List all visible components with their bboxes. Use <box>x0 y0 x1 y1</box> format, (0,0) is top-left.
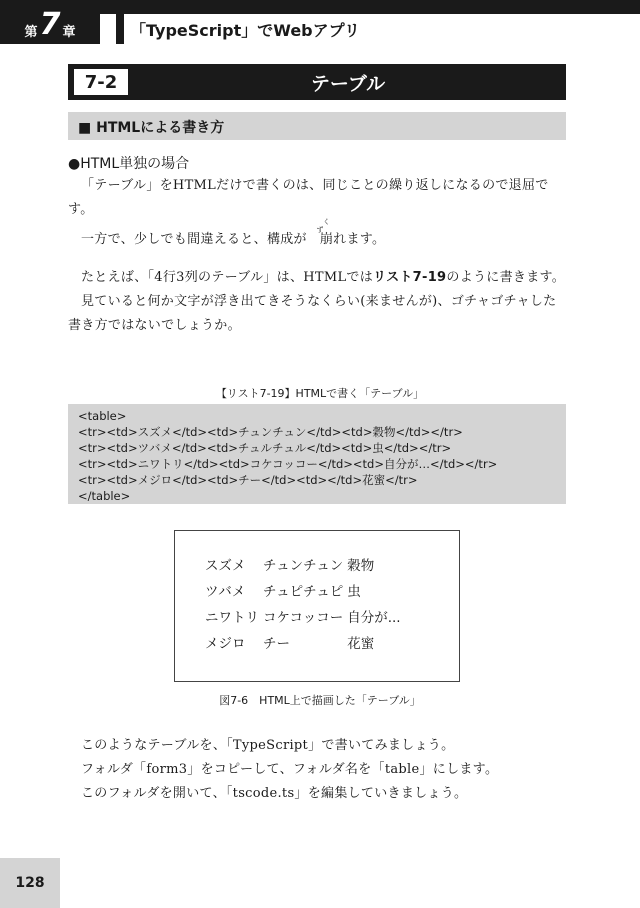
section-number: 7-2 <box>74 69 128 95</box>
table-row <box>205 577 405 603</box>
table-cell: チュンチュン <box>263 558 344 574</box>
code-line: <table> <box>78 409 127 423</box>
table-cell: スズメ <box>205 558 246 574</box>
closing-line-2: フォルダ「form3」をコピーして、フォルダ名を「table」にします。 <box>81 762 499 777</box>
code-listing <box>68 404 566 504</box>
table-cell: ニワトリ <box>205 610 259 626</box>
ruby-reading: くず <box>316 218 331 234</box>
paragraph-2-text: 一方で、少しでも間違えると、構成が <box>81 232 307 247</box>
figure-caption: 図7-6 HTML上で描画した「テーブル」 <box>219 694 421 707</box>
paragraph-1: 「テーブル」をHTMLだけで書くのは、同じことの繰り返しになるので退屈です。 <box>68 178 549 217</box>
paragraph-3-tail: のように書きます。 <box>446 270 566 285</box>
code-line: <tr><td>スズメ</td><td>チュンチュン</td><td>穀物</td></tr> <box>78 425 463 439</box>
header-divider <box>116 14 124 44</box>
paragraph-3-text: たとえば、「4行3列のテーブル」は、HTMLでは <box>81 270 374 285</box>
table-cell: 自分が... <box>347 610 401 626</box>
table-cell: ツバメ <box>205 584 246 600</box>
page-number: 128 <box>0 858 60 908</box>
chapter-title: 「TypeScript」でWebアプリ <box>130 21 360 40</box>
closing-paragraphs <box>68 734 566 806</box>
table-cell: 穀物 <box>347 558 375 574</box>
paragraph-2-tail: れます。 <box>333 232 386 247</box>
table-row <box>205 603 405 629</box>
table-row <box>205 551 405 577</box>
paragraph-4: 見ていると何か文字が浮き出てきそうなくらい(来ませんが)、ゴチャゴチャした書き方ではないでしょうか。 <box>68 294 557 333</box>
ruby-kuzu <box>307 218 334 252</box>
listing-intro <box>68 266 566 338</box>
section-title: テーブル <box>310 72 386 95</box>
intro-paragraphs <box>68 174 566 252</box>
paragraph-3 <box>68 266 566 290</box>
table-cell: チュピチュピ <box>263 584 344 600</box>
ruby-base: 崩 <box>319 232 334 247</box>
listing-reference: リスト7-19 <box>373 270 447 285</box>
table-cell: コケコッコー <box>263 610 344 626</box>
chapter-suffix: 章 <box>62 25 76 40</box>
figure-frame <box>174 530 460 682</box>
chapter-prefix: 第 <box>24 25 38 40</box>
table-cell: 虫 <box>347 584 361 600</box>
code-line: <tr><td>ツバメ</td><td>チュルチュル</td><td>虫</td></tr> <box>78 441 452 455</box>
closing-line-3: このフォルダを開いて、「tscode.ts」を編集していきましょう。 <box>81 786 468 801</box>
subhead: ●HTML単独の場合 <box>68 156 190 172</box>
table-cell: メジロ <box>205 636 246 652</box>
listing-caption: 【リスト7-19】HTMLで書く「テーブル」 <box>215 387 425 400</box>
rendered-table <box>205 551 405 655</box>
chapter-badge <box>0 0 100 44</box>
table-cell: チー <box>263 636 290 652</box>
subsection-title: ■ HTMLによる書き方 <box>78 120 225 136</box>
code-line: <tr><td>メジロ</td><td>チー</td><td></td>花蜜</tr> <box>78 473 418 487</box>
code-line: <tr><td>ニワトリ</td><td>コケコッコー</td><td>自分が…</td></tr> <box>78 457 498 471</box>
table-row <box>205 629 405 655</box>
table-cell: 花蜜 <box>347 636 375 652</box>
chapter-number: 7 <box>39 7 61 42</box>
code-line: </table> <box>78 489 131 503</box>
closing-line-1: このようなテーブルを、「TypeScript」で書いてみましょう。 <box>81 738 455 753</box>
paragraph-2 <box>68 218 566 252</box>
